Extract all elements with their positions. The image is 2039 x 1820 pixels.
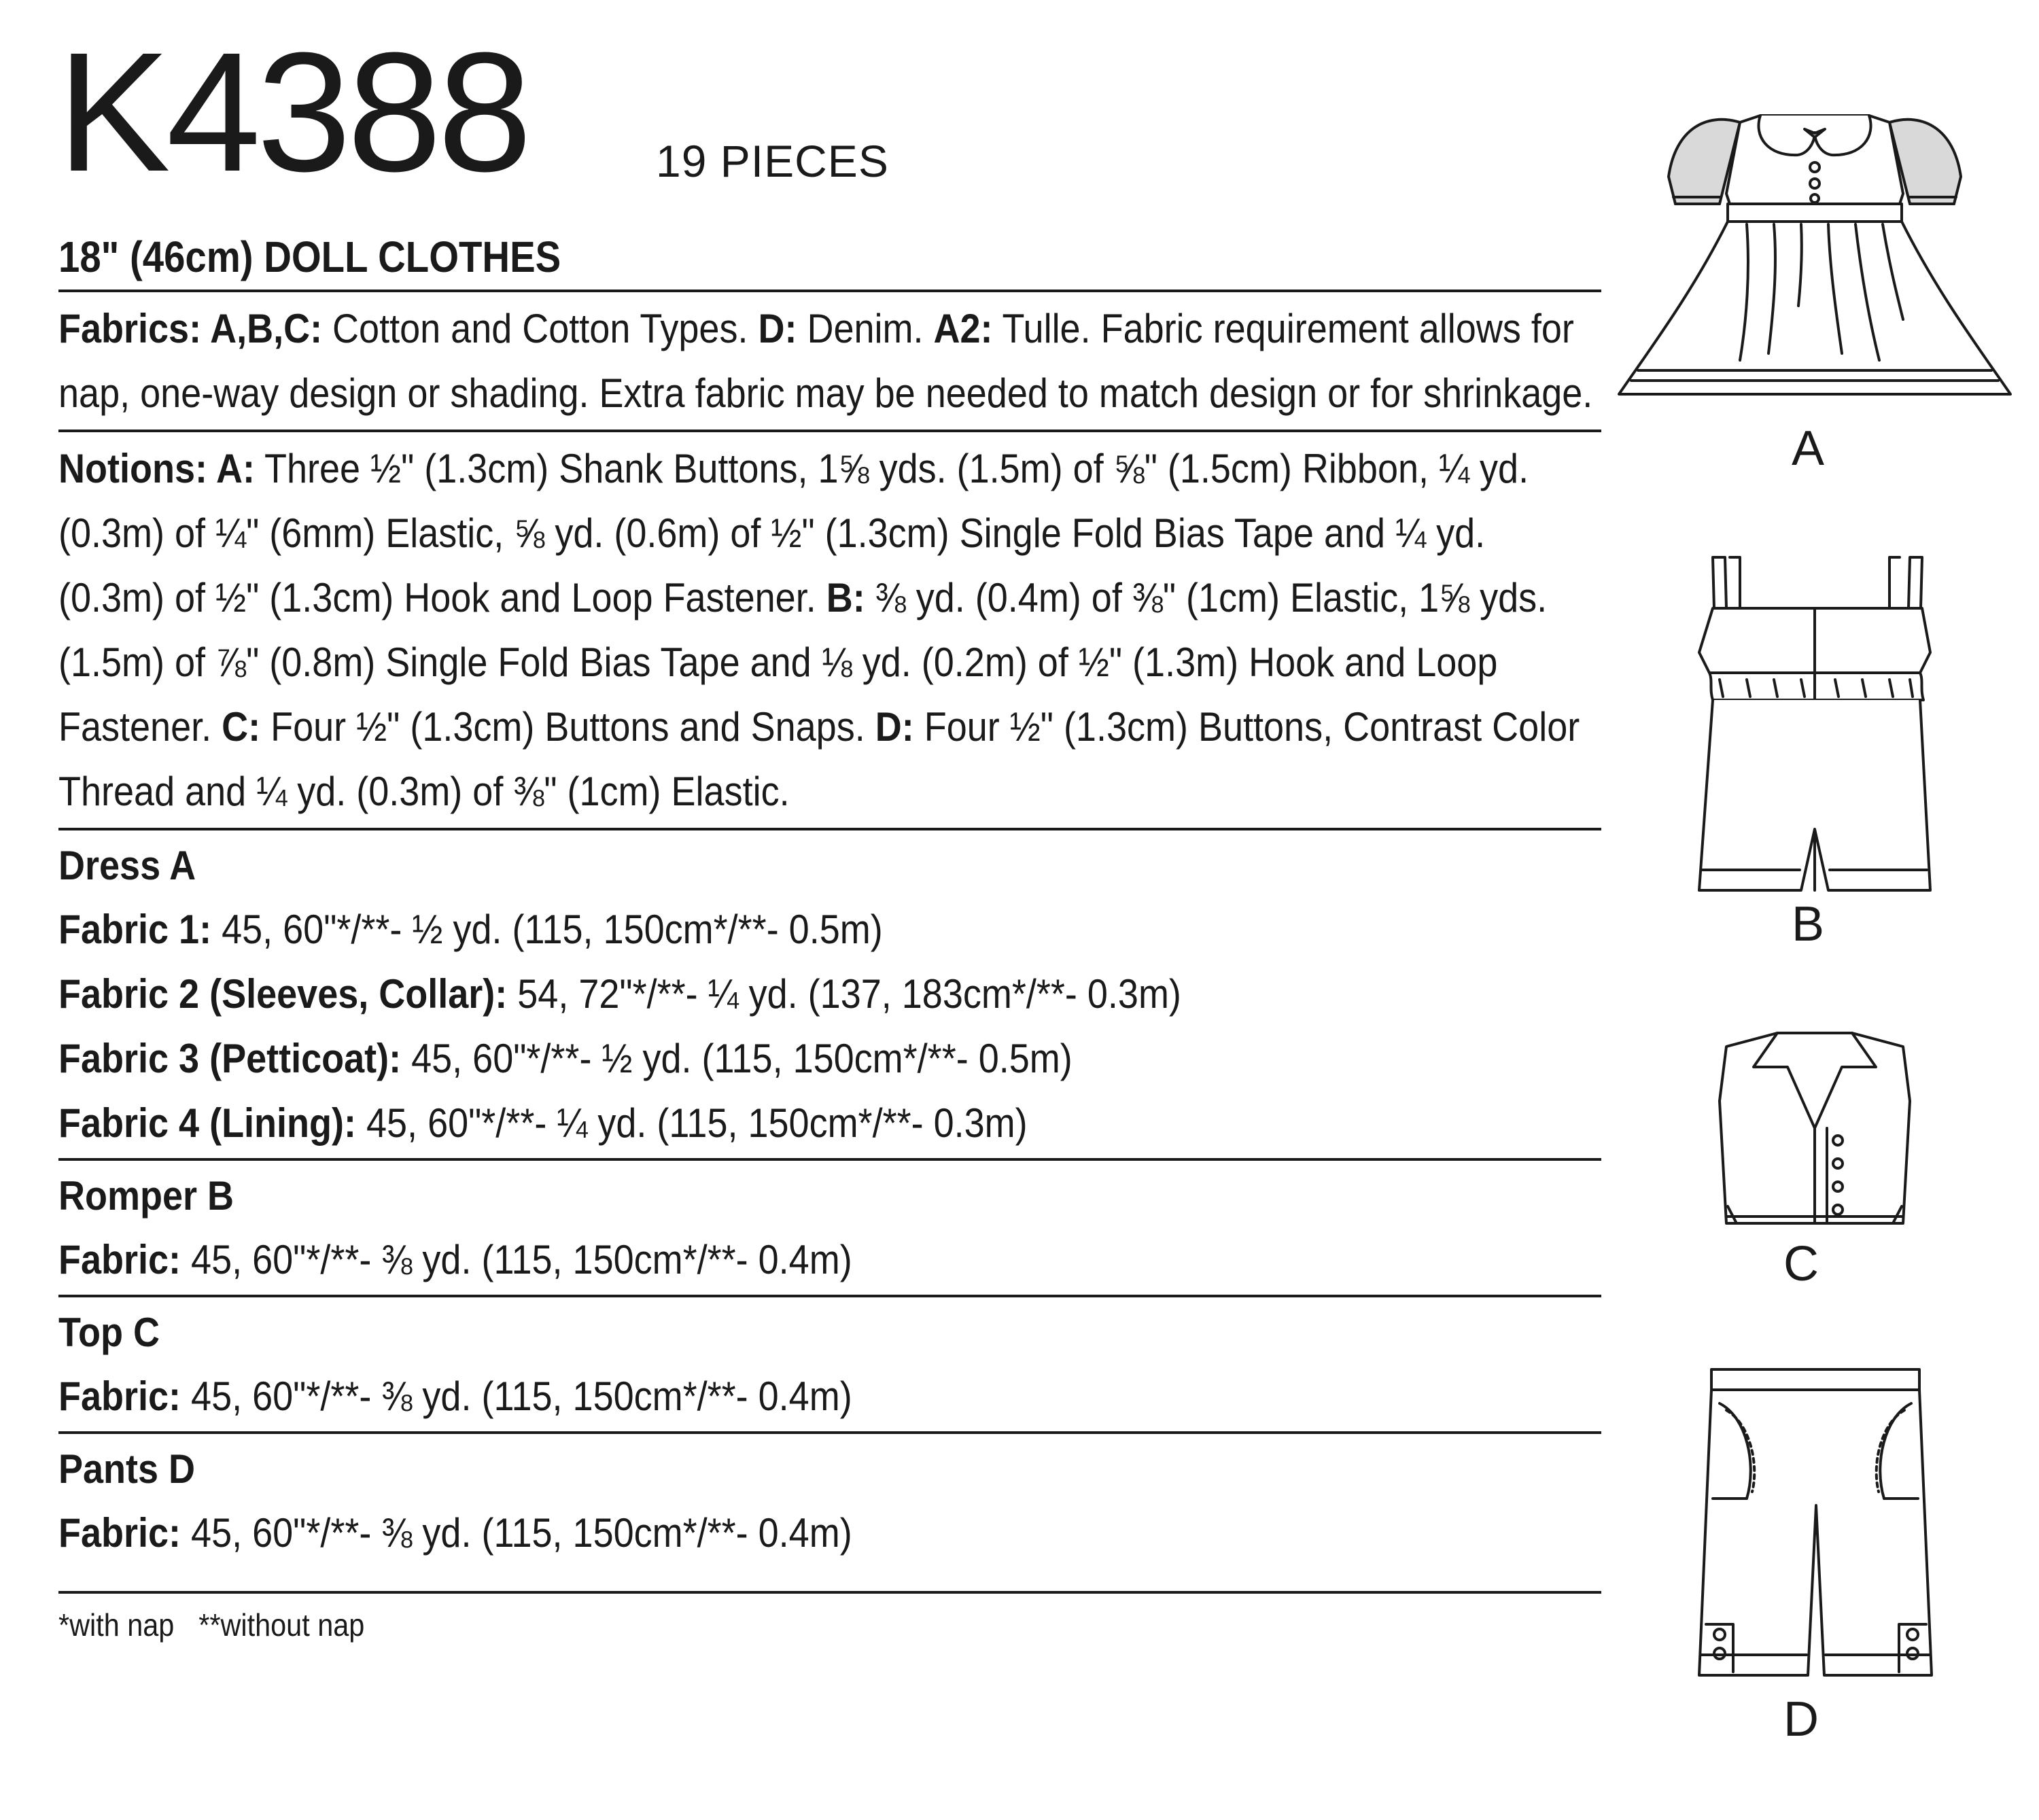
view-label-b: B bbox=[1791, 897, 1825, 951]
piece-count: 19 PIECES bbox=[656, 136, 889, 186]
top-c-illustration bbox=[1611, 1019, 2019, 1237]
top-c-section bbox=[58, 1297, 1601, 1431]
fabric-value: 54, 72"*/**- ¼ yd. (137, 183cm*/**- 0.3m) bbox=[507, 971, 1181, 1017]
fabric-label: Fabric: bbox=[58, 1510, 181, 1556]
view-label-c: C bbox=[1783, 1237, 1819, 1291]
view-label-a: A bbox=[1791, 421, 1825, 476]
fabric-line bbox=[58, 1364, 1447, 1429]
romper-b-illustration bbox=[1611, 544, 2019, 897]
notions-label-b: B: bbox=[826, 575, 865, 620]
fabric-value: 45, 60"*/**- ½ yd. (115, 150cm*/**- 0.5m) bbox=[211, 907, 883, 952]
footnote-with-nap: *with nap bbox=[58, 1607, 175, 1643]
top-sketch bbox=[1611, 1019, 2019, 1237]
dress-a-section bbox=[58, 830, 1601, 1158]
pants-d-section bbox=[58, 1434, 1601, 1568]
fabrics-text-a2: Tulle. Fabric requirement allows for nap, one-way design or shading. Extra fabric may be needed to match design or for shrinkage. bbox=[58, 306, 1593, 416]
pattern-number: K4388 bbox=[57, 17, 528, 207]
fabric-label: Fabric 2 (Sleeves, Collar): bbox=[58, 971, 508, 1017]
notions-label-a: A: bbox=[207, 446, 255, 491]
fabric-line bbox=[58, 1227, 1447, 1292]
fabric-label: Fabric 4 (Lining): bbox=[58, 1100, 356, 1146]
dress-sketch bbox=[1611, 102, 2019, 421]
fabric-line bbox=[58, 897, 1447, 962]
fabric-value: 45, 60"*/**- ⅜ yd. (115, 150cm*/**- 0.4m) bbox=[181, 1237, 852, 1282]
romper-b-section bbox=[58, 1161, 1601, 1295]
fabric-label: Fabric 3 (Petticoat): bbox=[58, 1036, 402, 1081]
notions-text-b: ⅜ yd. (0.4m) of ⅜" (1cm) Elastic, 1⅝ yds. (1.5m) of ⅞" (0.8m) Single Fold Bias Tape and ⅛ yd. (0.2m) of ½" (1.3m) Hook and Loop Fastener. bbox=[58, 575, 1548, 750]
fabric-line bbox=[58, 1026, 1447, 1091]
fabrics-paragraph bbox=[58, 292, 1600, 430]
fabrics-label-d: D: bbox=[758, 306, 797, 351]
fabrics-label: Fabrics: A,B,C: bbox=[58, 306, 323, 351]
page-subtitle: 18" (46cm) DOLL CLOTHES bbox=[58, 232, 561, 281]
section-title-pants-d: Pants D bbox=[58, 1446, 196, 1492]
section-title-top-c: Top C bbox=[58, 1310, 160, 1355]
fabric-line bbox=[58, 962, 1447, 1026]
fabric-value: 45, 60"*/**- ⅜ yd. (115, 150cm*/**- 0.4m) bbox=[181, 1373, 852, 1419]
pants-d-illustration bbox=[1611, 1363, 2019, 1682]
section-title-dress-a: Dress A bbox=[58, 843, 196, 888]
notions-text-a: Three ½" (1.3cm) Shank Buttons, 1⅝ yds. (1.5m) of ⅝" (1.5cm) Ribbon, ¼ yd. (0.3m) of ¼" (6mm) Elastic, ⅝ yd. (0.6m) of ½" (1.3cm) Single Fold Bias Tape and ¼ yd. (0.3m) of ½" (1.3cm) Hook and Loop Fastener. bbox=[58, 446, 1529, 620]
fabric-label: Fabric 1: bbox=[58, 907, 212, 952]
section-title-romper-b: Romper B bbox=[58, 1173, 234, 1219]
fabrics-label-a2: A2: bbox=[933, 306, 993, 351]
fabric-value: 45, 60"*/**- ¼ yd. (115, 150cm*/**- 0.3m) bbox=[355, 1100, 1028, 1146]
romper-sketch bbox=[1611, 544, 2019, 897]
notions-label-d: D: bbox=[875, 704, 914, 750]
view-label-d: D bbox=[1783, 1692, 1819, 1747]
notions-paragraph bbox=[58, 432, 1600, 828]
notions-label-c: C: bbox=[222, 704, 261, 750]
footnote-without-nap: **without nap bbox=[198, 1607, 365, 1643]
notions-label: Notions: bbox=[58, 446, 207, 491]
notions-text-d: Four ½" (1.3cm) Buttons, Contrast Color Thread and ¼ yd. (0.3m) of ⅜" (1cm) Elastic. bbox=[58, 704, 1580, 814]
fabric-line bbox=[58, 1091, 1447, 1155]
fabric-value: 45, 60"*/**- ⅜ yd. (115, 150cm*/**- 0.4m) bbox=[181, 1510, 852, 1556]
fabrics-text-d: Denim. bbox=[797, 306, 934, 351]
dress-a-illustration bbox=[1611, 102, 2019, 421]
fabric-label: Fabric: bbox=[58, 1237, 181, 1282]
footnotes bbox=[58, 1594, 1447, 1652]
fabric-label: Fabric: bbox=[58, 1373, 181, 1419]
fabric-value: 45, 60"*/**- ½ yd. (115, 150cm*/**- 0.5m) bbox=[401, 1036, 1073, 1081]
pants-sketch bbox=[1611, 1363, 2019, 1682]
fabrics-text: Cotton and Cotton Types. bbox=[322, 306, 759, 351]
fabric-line bbox=[58, 1501, 1447, 1565]
requirements-column bbox=[58, 224, 1601, 1652]
notions-text-c: Four ½" (1.3cm) Buttons and Snaps. bbox=[260, 704, 875, 750]
